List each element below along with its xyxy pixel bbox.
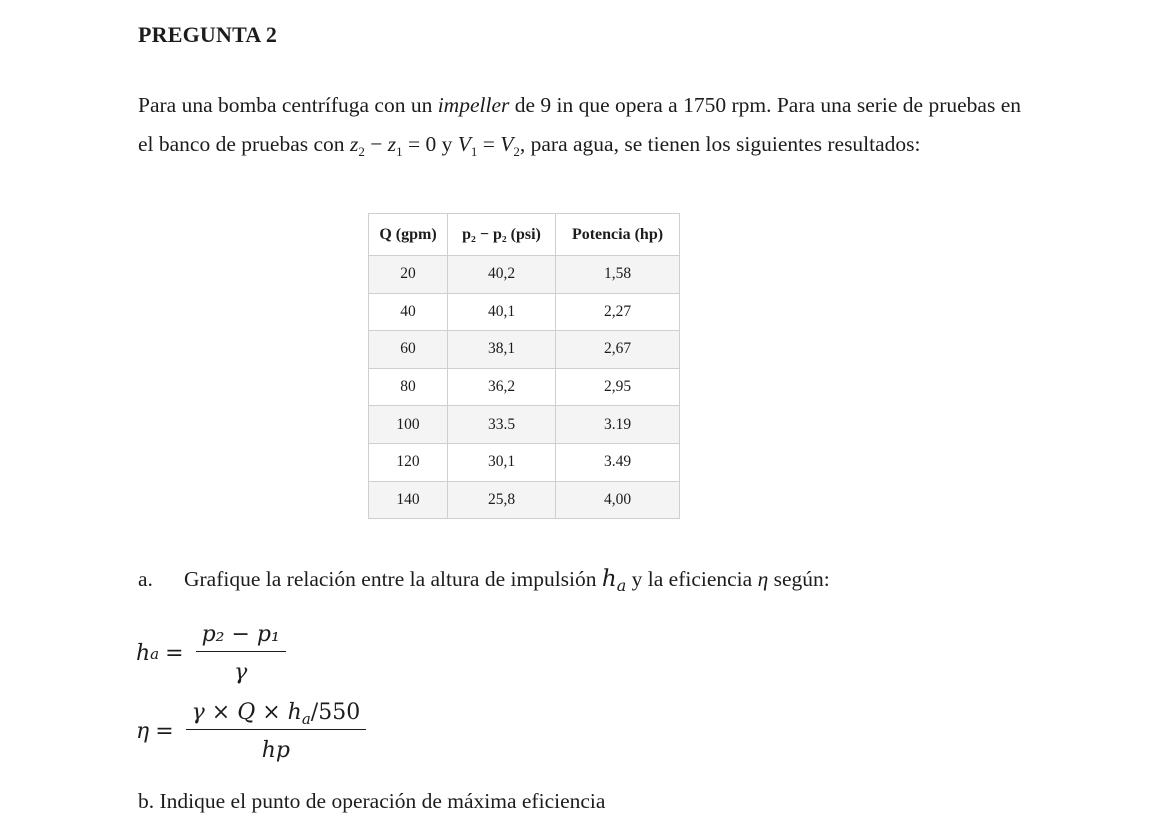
cell-pressure: 36,2 xyxy=(448,368,556,406)
cell-flow: 80 xyxy=(369,368,448,406)
cell-pressure: 25,8 xyxy=(448,481,556,519)
question-a-marker: a. xyxy=(138,567,153,591)
equals-sign: = xyxy=(477,131,501,156)
formula-efficiency xyxy=(136,700,366,763)
formula-head-equals: = xyxy=(165,641,184,666)
intro-text-3: , para agua, se tienen los siguientes resultados: xyxy=(519,131,921,156)
v2-symbol: V xyxy=(500,131,514,156)
cell-power: 2,67 xyxy=(556,331,680,369)
cell-power: 2,27 xyxy=(556,293,680,331)
ha-subscript: a xyxy=(616,576,627,595)
numerator-divisor: /550 xyxy=(310,700,361,725)
question-a-text-1: Grafique la relación entre la altura de impulsión xyxy=(184,567,602,591)
formula-efficiency-equals: = xyxy=(155,719,174,744)
cell-pressure: 33.5 xyxy=(448,406,556,444)
cell-flow: 140 xyxy=(369,481,448,519)
cell-pressure: 40,2 xyxy=(448,256,556,294)
z1-subscript: 1 xyxy=(396,143,403,159)
table-row xyxy=(369,406,680,444)
question-a-text-3: según: xyxy=(768,567,830,591)
formula-head-fraction xyxy=(196,622,286,685)
cell-flow: 100 xyxy=(369,406,448,444)
equals-zero-text: = 0 y xyxy=(402,131,458,156)
header-flow: Q (gpm) xyxy=(369,214,448,256)
pump-test-table xyxy=(368,213,680,519)
table-header-row xyxy=(369,214,680,256)
formula-efficiency-fraction xyxy=(186,700,367,763)
cell-power: 2,95 xyxy=(556,368,680,406)
header-pressure: p₂ − p₂ (psi) xyxy=(448,214,556,256)
cell-flow: 120 xyxy=(369,443,448,481)
table-row xyxy=(369,368,680,406)
cell-flow: 60 xyxy=(369,331,448,369)
header-power: Potencia (hp) xyxy=(556,214,680,256)
z2-subscript: 2 xyxy=(358,143,365,159)
problem-statement xyxy=(138,86,1038,163)
v1-subscript: 1 xyxy=(470,143,478,159)
formula-efficiency-lhs: η xyxy=(136,719,150,744)
table-row xyxy=(369,331,680,369)
question-a-text-2: y la eficiencia xyxy=(626,567,758,591)
cell-pressure: 38,1 xyxy=(448,331,556,369)
impeller-term: impeller xyxy=(437,93,510,117)
formula-head-denominator: γ xyxy=(234,660,248,685)
cell-flow: 20 xyxy=(369,256,448,294)
table-row xyxy=(369,256,680,294)
formula-head-numerator: p₂ − p₁ xyxy=(196,622,286,652)
intro-text-2: de 9 in que opera a 1750 rpm. Para una serie de pruebas en el banco de pruebas con xyxy=(138,93,1021,156)
formula-efficiency-denominator: hp xyxy=(261,738,291,763)
cell-power: 1,58 xyxy=(556,256,680,294)
question-b: b. Indique el punto de operación de máxima eficiencia xyxy=(138,789,606,813)
z1-symbol: z xyxy=(387,131,397,156)
eta-symbol: η xyxy=(757,567,769,591)
v1-symbol: V xyxy=(457,131,471,156)
minus-sign: − xyxy=(364,131,388,156)
z2-symbol: z xyxy=(349,131,359,156)
v2-subscript: 2 xyxy=(513,143,520,159)
numerator-subscript: a xyxy=(301,710,311,728)
cell-flow: 40 xyxy=(369,293,448,331)
cell-pressure: 40,1 xyxy=(448,293,556,331)
intro-text-1: Para una bomba centrífuga con un xyxy=(138,93,438,117)
formula-head: h a = $\frac{\text{p₂ − p₁}}{\gamma}$ xyxy=(136,622,286,685)
formula-efficiency-numerator xyxy=(186,700,367,730)
numerator-main: γ × Q × h xyxy=(191,700,302,725)
table-row xyxy=(369,293,680,331)
cell-power: 3.49 xyxy=(556,443,680,481)
cell-power: 4,00 xyxy=(556,481,680,519)
question-heading: PREGUNTA 2 xyxy=(138,22,278,47)
formula-head-lhs: h xyxy=(136,641,151,666)
ha-symbol: h xyxy=(601,566,617,592)
table-row xyxy=(369,481,680,519)
table-row xyxy=(369,443,680,481)
question-a xyxy=(138,566,830,595)
cell-power: 3.19 xyxy=(556,406,680,444)
cell-pressure: 30,1 xyxy=(448,443,556,481)
